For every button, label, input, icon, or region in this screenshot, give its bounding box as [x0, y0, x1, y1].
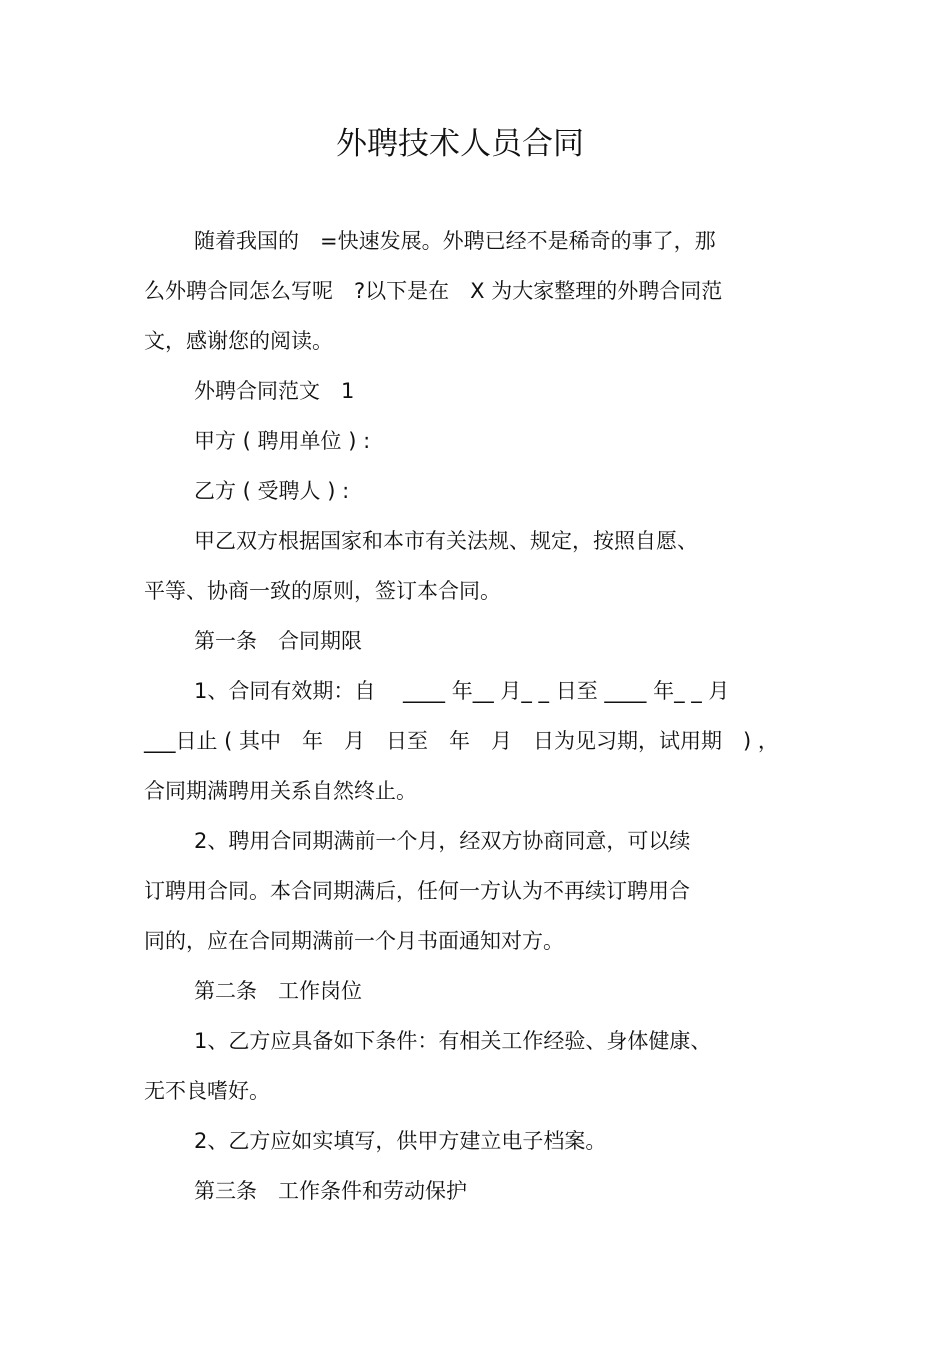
paragraph-line: 甲乙双方根据国家和本市有关法规、规定，按照自愿、 — [194, 529, 698, 553]
section-heading: 外聘合同范文 1 — [194, 379, 355, 403]
paragraph-line: 么外聘合同怎么写呢 ?以下是在 X 为大家整理的外聘合同范 — [144, 279, 723, 303]
article-heading: 第二条 工作岗位 — [194, 979, 362, 1003]
document-title: 外聘技术人员合同 — [336, 126, 584, 162]
paragraph-line: 文，感谢您的阅读。 — [144, 329, 333, 353]
paragraph-line: 合同期满聘用关系自然终止。 — [144, 779, 417, 803]
paragraph-line: 2、乙方应如实填写，供甲方建立电子档案。 — [194, 1129, 607, 1153]
article-heading: 第三条 工作条件和劳动保护 — [194, 1179, 467, 1203]
party-b-line: 乙方 ( 受聘人 ) : — [194, 479, 350, 503]
paragraph-line: 随着我国的 =快速发展。外聘已经不是稀奇的事了，那 — [194, 229, 716, 253]
article-heading: 第一条 合同期限 — [194, 629, 362, 653]
party-a-line: 甲方 ( 聘用单位 ) : — [194, 429, 371, 453]
paragraph-line: 平等、协商一致的原则，签订本合同。 — [144, 579, 501, 603]
paragraph-line: 订聘用合同。本合同期满后，任何一方认为不再续订聘用合 — [144, 879, 690, 903]
paragraph-line: 无不良嗜好。 — [144, 1079, 270, 1103]
paragraph-line: 1、合同有效期：自 ____ 年__ 月_ _ 日至 ____ 年_ _ 月 — [194, 679, 730, 703]
paragraph-line: 1、乙方应具备如下条件：有相关工作经验、身体健康、 — [194, 1029, 712, 1053]
paragraph-line: 2、聘用合同期满前一个月，经双方协商同意，可以续 — [194, 829, 691, 853]
paragraph-line: 同的，应在合同期满前一个月书面通知对方。 — [144, 929, 564, 953]
paragraph-line: ___日止 ( 其中 年 月 日至 年 月 日为见习期，试用期 ) ， — [144, 729, 779, 753]
